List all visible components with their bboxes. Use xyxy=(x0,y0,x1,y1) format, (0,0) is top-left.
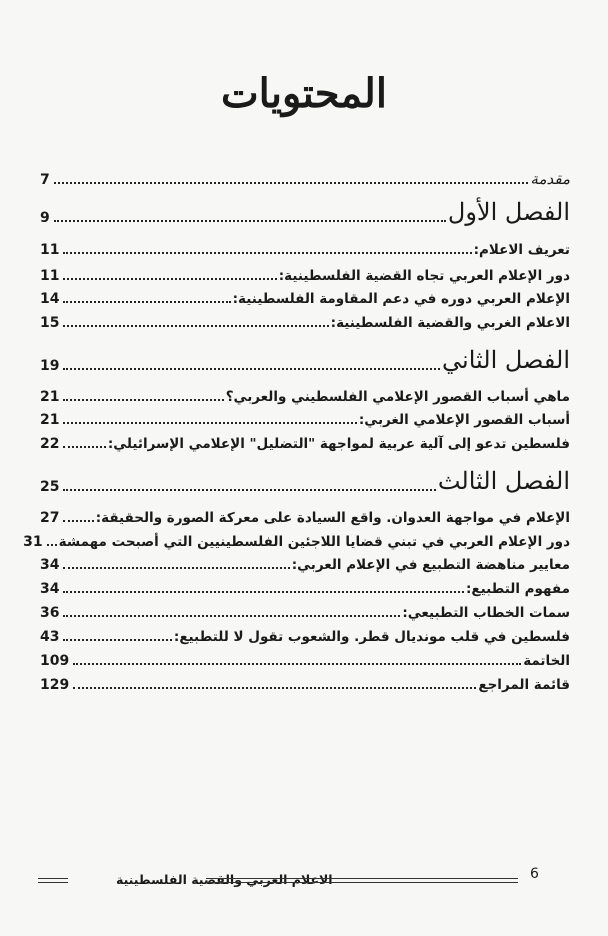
dot-leader xyxy=(63,252,471,254)
toc-entry-page: 36 xyxy=(40,605,60,621)
dot-leader xyxy=(73,663,521,665)
toc-chapter xyxy=(40,459,570,495)
toc-entry-page: 34 xyxy=(40,581,60,597)
toc-entry-page: 22 xyxy=(40,436,60,452)
toc-entry xyxy=(40,262,570,284)
toc-entry-title: فلسطين في قلب مونديال قطر. والشعوب تقول لا للتطبيع: xyxy=(173,629,570,645)
toc-entry-title: أسباب القصور الإعلامي الغربي: xyxy=(358,412,570,428)
toc-entry-title: الإعلام العربي دوره في دعم المقاومة الفلسطينية: xyxy=(232,291,570,307)
toc-entry-title: تعريف الاعلام: xyxy=(473,242,570,258)
toc-entry-title: الفصل الأول xyxy=(447,198,570,226)
toc-entry-page: 11 xyxy=(40,268,60,284)
toc-entry-title: مفهوم التطبيع: xyxy=(465,581,570,597)
toc-entry-page: 7 xyxy=(40,172,50,188)
footer-book-title: الاعلام العربي والقضية الفلسطينية xyxy=(116,872,333,887)
toc-entry xyxy=(40,671,570,693)
toc-entry-title: الفصل الثالث xyxy=(437,467,570,495)
toc-entry-title: الفصل الثاني xyxy=(442,346,570,374)
dot-leader xyxy=(63,368,440,370)
toc-entry xyxy=(40,647,570,669)
page-title: المحتويات xyxy=(221,70,387,117)
dot-leader xyxy=(63,567,289,569)
dot-leader xyxy=(63,422,356,424)
toc-entry-page: 34 xyxy=(40,557,60,573)
toc-entry xyxy=(40,406,570,428)
toc-entry-title: الخاتمة xyxy=(523,653,570,669)
dot-leader xyxy=(63,278,276,280)
toc-chapter xyxy=(40,338,570,374)
dot-leader xyxy=(54,220,446,222)
toc-entry-title: دور الإعلام العربي في تبني قضايا اللاجئين الفلسطينيين التي أصبحت مهمشة xyxy=(58,534,570,550)
footer-rule-left xyxy=(38,878,68,883)
dot-leader xyxy=(63,639,171,641)
toc-entry-page: 27 xyxy=(40,510,60,526)
toc-entry-title: دور الإعلام العربي تجاه القضية الفلسطينية: xyxy=(278,268,570,284)
dot-leader xyxy=(63,325,328,327)
toc-entry xyxy=(40,383,570,405)
toc-entry-page: 19 xyxy=(40,358,60,374)
toc-entry-page: 21 xyxy=(40,389,60,405)
toc-entry-title: معايير مناهضة التطبيع في الإعلام العربي: xyxy=(291,557,570,573)
toc-entry-title: الإعلام في مواجهة العدوان. واقع السيادة على معركة الصورة والحقيقة: xyxy=(95,510,570,526)
dot-leader xyxy=(63,489,435,491)
toc-entry xyxy=(40,504,570,526)
dot-leader xyxy=(63,520,93,522)
toc-entry-title: الاعلام الغربي والقضية الفلسطينية: xyxy=(330,315,570,331)
toc-entry xyxy=(40,599,570,621)
toc-entry xyxy=(23,528,570,550)
toc-entry xyxy=(40,236,570,258)
page-number: 6 xyxy=(530,866,539,882)
toc-chapter xyxy=(40,190,570,226)
footer xyxy=(38,872,538,890)
toc-entry-page: 11 xyxy=(40,242,60,258)
dot-leader xyxy=(63,591,463,593)
toc-entry-page: 43 xyxy=(40,629,60,645)
toc-entry xyxy=(40,551,570,573)
dot-leader xyxy=(73,687,476,689)
toc-entry-page: 109 xyxy=(40,653,70,669)
toc-entry xyxy=(40,575,570,597)
toc-entry-title: فلسطين تدعو إلى آلية عربية لمواجهة "التضليل" الإعلامي الإسرائيلي: xyxy=(107,436,570,452)
toc-entry xyxy=(40,623,570,645)
toc-entry-page: 129 xyxy=(40,677,70,693)
toc-entry-page: 21 xyxy=(40,412,60,428)
toc-entry-page: 25 xyxy=(40,479,60,495)
toc-entry xyxy=(40,285,570,307)
toc-entry-title: مقدمة xyxy=(530,170,570,188)
dot-leader xyxy=(54,182,529,184)
toc-entry-page: 15 xyxy=(40,315,60,331)
dot-leader xyxy=(63,446,105,448)
toc-entry-title: سمات الخطاب التطبيعي: xyxy=(402,605,570,621)
toc-entry-title: قائمة المراجع xyxy=(478,677,570,693)
dot-leader xyxy=(63,399,223,401)
toc-entry-page: 14 xyxy=(40,291,60,307)
dot-leader xyxy=(47,544,57,546)
dot-leader xyxy=(63,615,400,617)
footer-rule-right xyxy=(206,878,518,883)
toc-entry-title: ماهي أسباب القصور الإعلامي الفلسطيني والعربي؟ xyxy=(225,389,570,405)
toc-entry xyxy=(40,166,570,188)
dot-leader xyxy=(63,301,230,303)
toc-entry-page: 31 xyxy=(23,534,43,550)
toc-entry xyxy=(40,430,570,452)
toc-entry xyxy=(40,309,570,331)
toc-entry-page: 9 xyxy=(40,210,50,226)
